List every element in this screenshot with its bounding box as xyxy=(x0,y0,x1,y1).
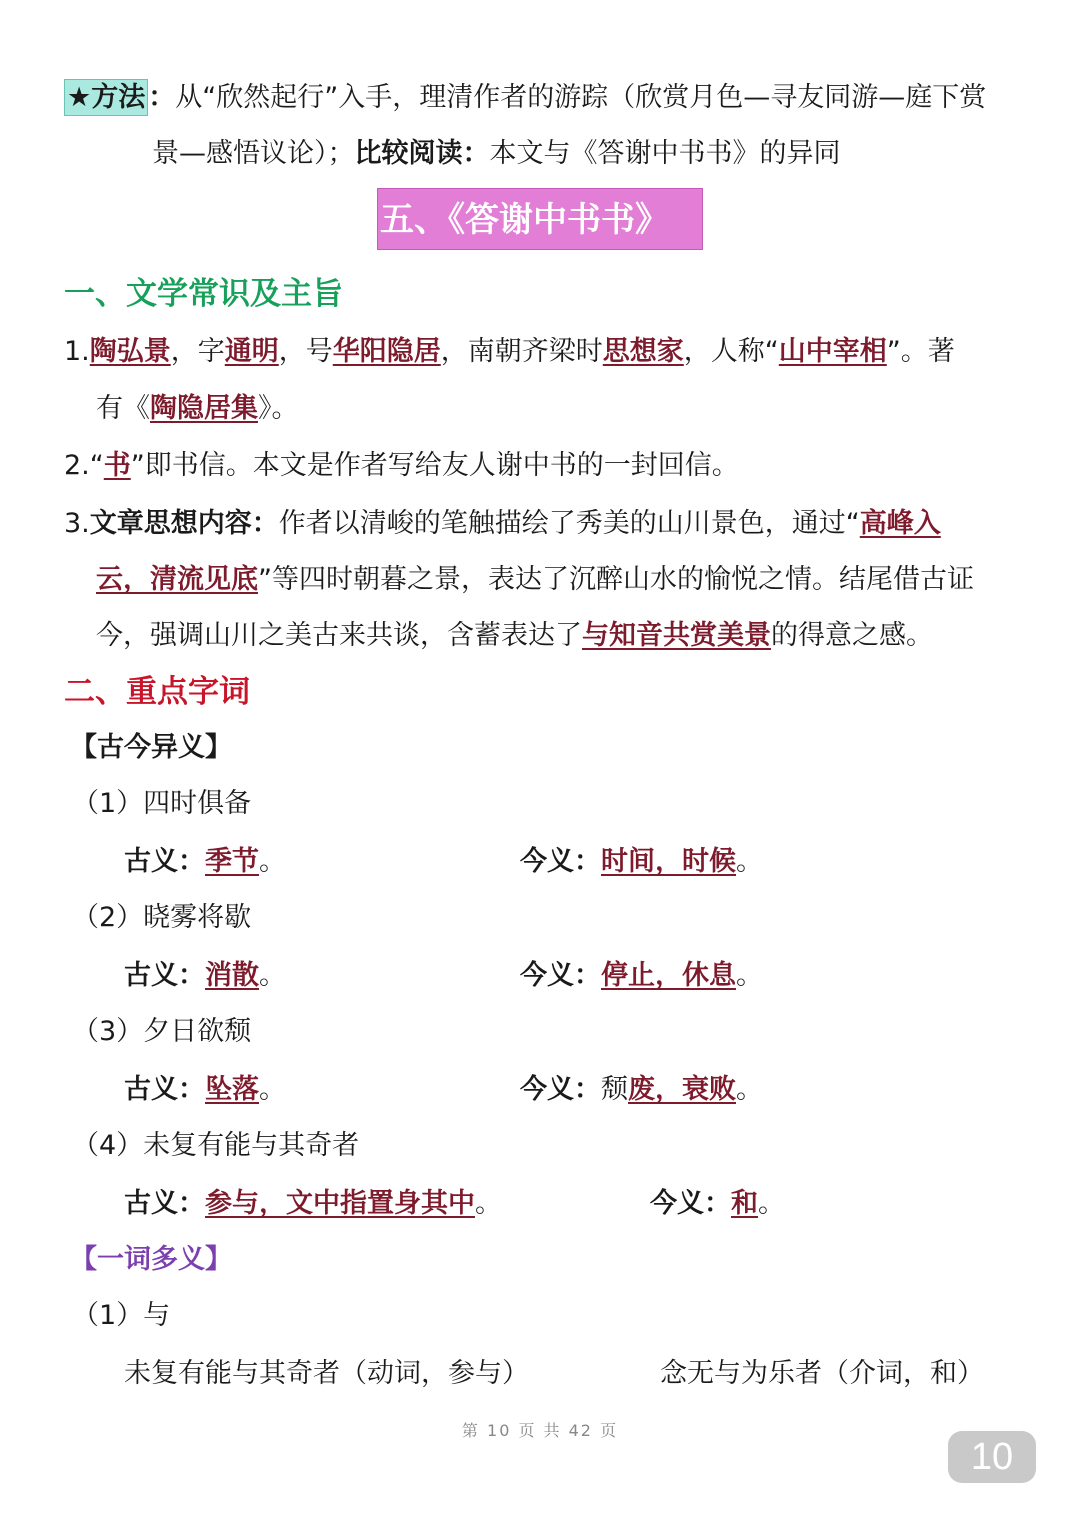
item1-text: ，人称“ xyxy=(683,336,779,367)
item2-text: ”即书信。本文是作者写给友人谢中书的一封回信。 xyxy=(130,450,739,481)
jin-label: 今义： xyxy=(520,846,601,877)
jin-label: 今义： xyxy=(520,960,601,991)
gu-label: 古义： xyxy=(124,960,205,991)
gujin-item-gu xyxy=(124,1184,502,1224)
gu-meaning: 坠落 xyxy=(205,1074,259,1105)
jin-meaning: 废，衰败 xyxy=(628,1074,736,1105)
gu-label: 古义： xyxy=(124,846,205,877)
item1-text: ，南朝齐梁时 xyxy=(440,336,603,367)
item2-line xyxy=(64,446,739,486)
item3-text: 今，强调山川之美古来共谈，含蓄表达了 xyxy=(96,620,582,651)
gu-meaning: 消散 xyxy=(205,960,259,991)
polysemy-example-left: 未复有能与其奇者（动词，参与） xyxy=(124,1358,529,1389)
item1-text: 有《 xyxy=(96,393,150,424)
punct: 。 xyxy=(259,846,286,877)
item1-text: 1. xyxy=(64,336,90,367)
jin-meaning: 和 xyxy=(731,1188,758,1219)
section2-heading: 二、重点字词 xyxy=(64,674,250,710)
punct: 。 xyxy=(475,1188,502,1219)
keyword-identity: 思想家 xyxy=(602,336,684,367)
item3-text: 的得意之感。 xyxy=(771,620,933,651)
keyword-nickname: 山中宰相 xyxy=(778,336,887,367)
page-footer: 第 10 页 共 42 页 xyxy=(461,1421,619,1440)
item3-label: 文章思想内容： xyxy=(89,508,279,539)
item3-text: 3. xyxy=(64,508,90,539)
jin-meaning: 停止，休息 xyxy=(601,960,736,991)
subheading-gujin: 【古今异义】 xyxy=(70,732,232,763)
section1-heading: 一、文学常识及主旨 xyxy=(64,276,343,312)
gu-label: 古义： xyxy=(124,1188,205,1219)
punct: 。 xyxy=(736,846,763,877)
item1-line-2 xyxy=(96,389,299,429)
keyword-theme: 与知音共赏美景 xyxy=(582,620,771,651)
keyword-scene-b: 云，清流见底 xyxy=(96,564,258,595)
method-colon: ： xyxy=(148,82,176,113)
jin-meaning: 时间，时候 xyxy=(601,846,736,877)
punct: 。 xyxy=(736,960,763,991)
gujin-item-label: （2）晓雾将歇 xyxy=(72,902,252,933)
item3-line-1 xyxy=(64,504,941,544)
gu-meaning: 季节 xyxy=(205,846,259,877)
item3-line-2 xyxy=(96,560,974,600)
item1-text: 》。 xyxy=(258,393,299,424)
keyword-zi: 通明 xyxy=(224,336,279,367)
punct: 。 xyxy=(259,960,286,991)
item1-text: ”。著 xyxy=(886,336,955,367)
method-text-2c: 本文与《答谢中书书》的异同 xyxy=(489,138,841,169)
keyword-author: 陶弘景 xyxy=(89,336,171,367)
item1-text: ，号 xyxy=(278,336,333,367)
subheading-polysemy: 【一词多义】 xyxy=(70,1244,232,1275)
method-line-2 xyxy=(152,134,841,174)
gujin-item-gu xyxy=(124,956,286,996)
gujin-item-gu xyxy=(124,842,286,882)
polysemy-example-right: 念无与为乐者（介词，和） xyxy=(660,1358,984,1389)
keyword-works: 陶隐居集 xyxy=(150,393,258,424)
punct: 。 xyxy=(259,1074,286,1105)
gujin-item-jin xyxy=(520,842,763,882)
jin-label: 今义： xyxy=(650,1188,731,1219)
polysemy-item-label: （1）与 xyxy=(72,1300,171,1331)
punct: 。 xyxy=(736,1074,763,1105)
item2-text: 2.“ xyxy=(64,450,104,481)
gu-meaning: 参与，文中指置身其中 xyxy=(205,1188,475,1219)
item1-line-1 xyxy=(64,332,955,372)
item1-text: ，字 xyxy=(170,336,225,367)
gujin-item-jin xyxy=(520,956,763,996)
method-text-1: 从“欣然起行”入手，理清作者的游踪（欣赏月色—寻友同游—庭下赏 xyxy=(175,82,987,113)
method-tag: ★方法 xyxy=(64,79,148,116)
gujin-item-label: （3）夕日欲颓 xyxy=(72,1016,252,1047)
keyword-hao: 华阳隐居 xyxy=(332,336,441,367)
gujin-item-label: （4）未复有能与其奇者 xyxy=(72,1130,360,1161)
punct: 。 xyxy=(758,1188,785,1219)
keyword-shu: 书 xyxy=(103,450,131,481)
page-number-badge: 10 xyxy=(948,1431,1036,1483)
gujin-item-gu xyxy=(124,1070,286,1110)
method-line-1 xyxy=(64,78,986,118)
jin-prefix: 颓 xyxy=(601,1074,628,1105)
item3-text: 作者以清峻的笔触描绘了秀美的山川景色，通过“ xyxy=(278,508,860,539)
method-text-2a: 景—感悟议论）； xyxy=(152,138,355,169)
chapter-title: 五、《答谢中书书》 xyxy=(377,188,703,250)
jin-label: 今义： xyxy=(520,1074,601,1105)
keyword-scene-a: 高峰入 xyxy=(859,508,941,539)
method-compare-label: 比较阅读： xyxy=(354,138,490,169)
gujin-item-jin xyxy=(650,1184,785,1224)
item3-text: ”等四时朝暮之景，表达了沉醉山水的愉悦之情。结尾借古证 xyxy=(258,564,974,595)
item3-line-3 xyxy=(96,616,933,656)
gujin-item-jin xyxy=(520,1070,763,1110)
gujin-item-label: （1）四时俱备 xyxy=(72,788,252,819)
gu-label: 古义： xyxy=(124,1074,205,1105)
